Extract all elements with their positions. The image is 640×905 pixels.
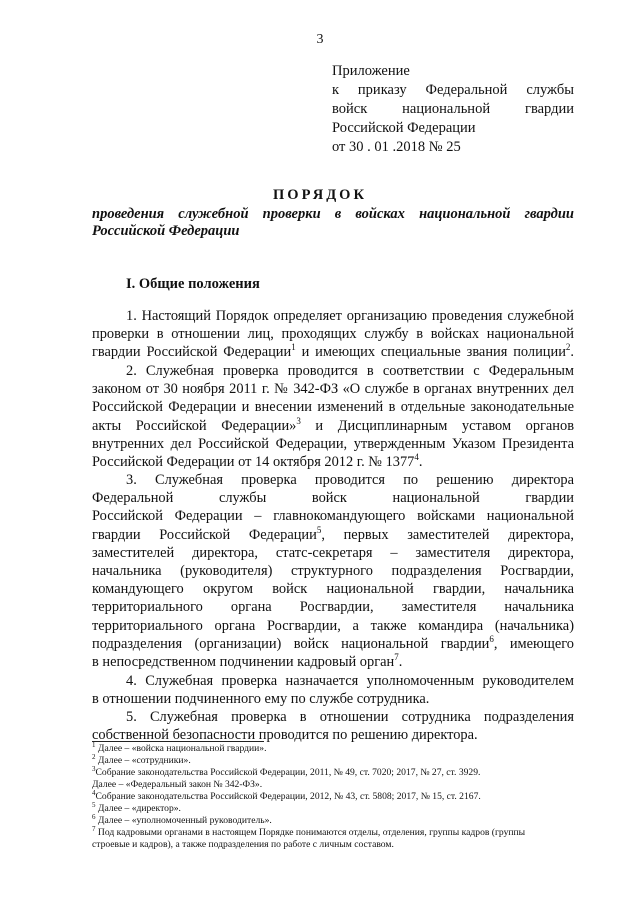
paragraph-2: [92, 362, 574, 471]
footnote: $^6$ Далее – «уполномоченный руководитель».: [92, 812, 272, 826]
text-line: территориального органа Росгвардии, а также командира (начальника): [92, 617, 574, 634]
paragraph-4: [92, 672, 574, 708]
text-line: начальника (руководителя) структурного подразделения Росгвардии,: [92, 563, 574, 580]
text-line: территориального органа Росгвардии, заместителя начальника: [92, 599, 574, 616]
text-line: заместителей директора, статс-секретаря – заместителя директора,: [92, 544, 574, 561]
paragraph-3: [92, 471, 574, 671]
footnote-ref[interactable]: 3: [296, 415, 301, 426]
footnote-ref[interactable]: 6: [489, 634, 494, 645]
footnote-separator: [92, 741, 264, 742]
document-subtitle: [92, 206, 574, 240]
appendix-line: Приложение: [332, 63, 410, 79]
footnote: $^5$ Далее – «директор».: [92, 800, 181, 814]
text-line: Российской Федерации и внесении изменений в отдельные законодательные: [92, 399, 574, 416]
text-line: собственной безопасности проводится по решению директора.: [92, 727, 478, 744]
text-line: 1. Настоящий Порядок определяет организацию проведения служебной: [126, 308, 574, 324]
footnotes: [92, 740, 574, 851]
footnote: Далее – «Федеральный закон № 342-ФЗ».: [92, 779, 263, 790]
text-line: подразделения (организации) войск национальной гвардии$^6$, имеющего: [92, 634, 574, 652]
footnote-ref[interactable]: 1: [291, 342, 296, 353]
text-line: в непосредственном подчинении кадровый орган$^7$.: [92, 652, 403, 671]
section-heading: I. Общие положения: [126, 276, 260, 292]
text-line: командующего округом войск национальной гвардии, начальника: [92, 581, 574, 598]
text-line: 4. Служебная проверка назначается уполномоченным руководителем: [126, 673, 574, 689]
text-line: Российской Федерации – главнокомандующего войсками национальной: [92, 508, 574, 525]
page-number: 3: [316, 32, 324, 47]
footnote-ref[interactable]: 5: [316, 524, 322, 535]
appendix-line: Российской Федерации: [332, 120, 476, 136]
text-line: акты Российской Федерации»$^3$ и Дисциплинарным уставом органов: [92, 415, 574, 434]
appendix-line: войск национальной гвардии: [332, 101, 574, 117]
text-line: 5. Служебная проверка в отношении сотрудника подразделения: [126, 709, 574, 725]
paragraph-1: [92, 307, 574, 362]
appendix-block: [332, 62, 574, 157]
footnote: $^2$ Далее – «сотрудники».: [92, 752, 191, 766]
text-line: 3. Служебная проверка проводится по решению директора: [126, 472, 574, 488]
paragraph-5: [92, 708, 574, 744]
text-line: Российской Федерации от 14 октября 2012 г. № 1377$^4$.: [92, 452, 423, 471]
footnote-ref[interactable]: 4: [414, 452, 419, 463]
text-line: гвардии Российской Федерации$^1$ и имеющих специальные звания полиции$^2$.: [92, 342, 574, 361]
subtitle-line: проведения служебной проверки в войсках национальной гвардии: [92, 206, 574, 222]
footnote: $^1$ Далее – «войска национальной гвардии».: [92, 740, 267, 754]
text-line: 2. Служебная проверка проводится в соответствии с Федеральным: [126, 363, 574, 379]
text-line: в отношении подчиненного ему по службе сотрудника.: [92, 691, 430, 708]
footnote: $^3$Собрание законодательства Российской Федерации, 2011, № 49, ст. 7020; 2017, № 27, ст. 3929.: [92, 764, 481, 778]
footnote: строевые и кадров), а также подразделения по работе с личным составом.: [92, 839, 394, 850]
text-line: внутренних дел Российской Федерации, утвержденным Указом Президента: [92, 435, 574, 452]
text-line: гвардии Российской Федерации$^5$, первых заместителей директора,: [92, 524, 575, 543]
appendix-line: к приказу Федеральной службы: [332, 82, 574, 98]
text-line: Федеральной службы войск национальной гвардии: [92, 490, 574, 507]
footnote-ref[interactable]: 2: [565, 342, 571, 353]
appendix-date-line: от 30 . 01 .2018 № 25: [332, 139, 461, 155]
footnote: $^7$ Под кадровыми органами в настоящем Порядке понимаются отделы, отделения, группы кадров (группы: [92, 824, 526, 838]
subtitle-line: Российской Федерации: [92, 223, 240, 239]
text-line: законом от 30 ноября 2011 г. № 342-ФЗ «О службе в органах внутренних дел: [92, 381, 574, 398]
footnote-ref[interactable]: 7: [394, 652, 399, 663]
text-line: проверки в отношении лиц, проходящих службу в войсках национальной: [92, 326, 574, 343]
document-title: ПОРЯДОК: [273, 187, 367, 203]
footnote: $^4$Собрание законодательства Российской Федерации, 2012, № 43, ст. 5808; 2017, № 15, ст. 2167.: [92, 788, 481, 802]
